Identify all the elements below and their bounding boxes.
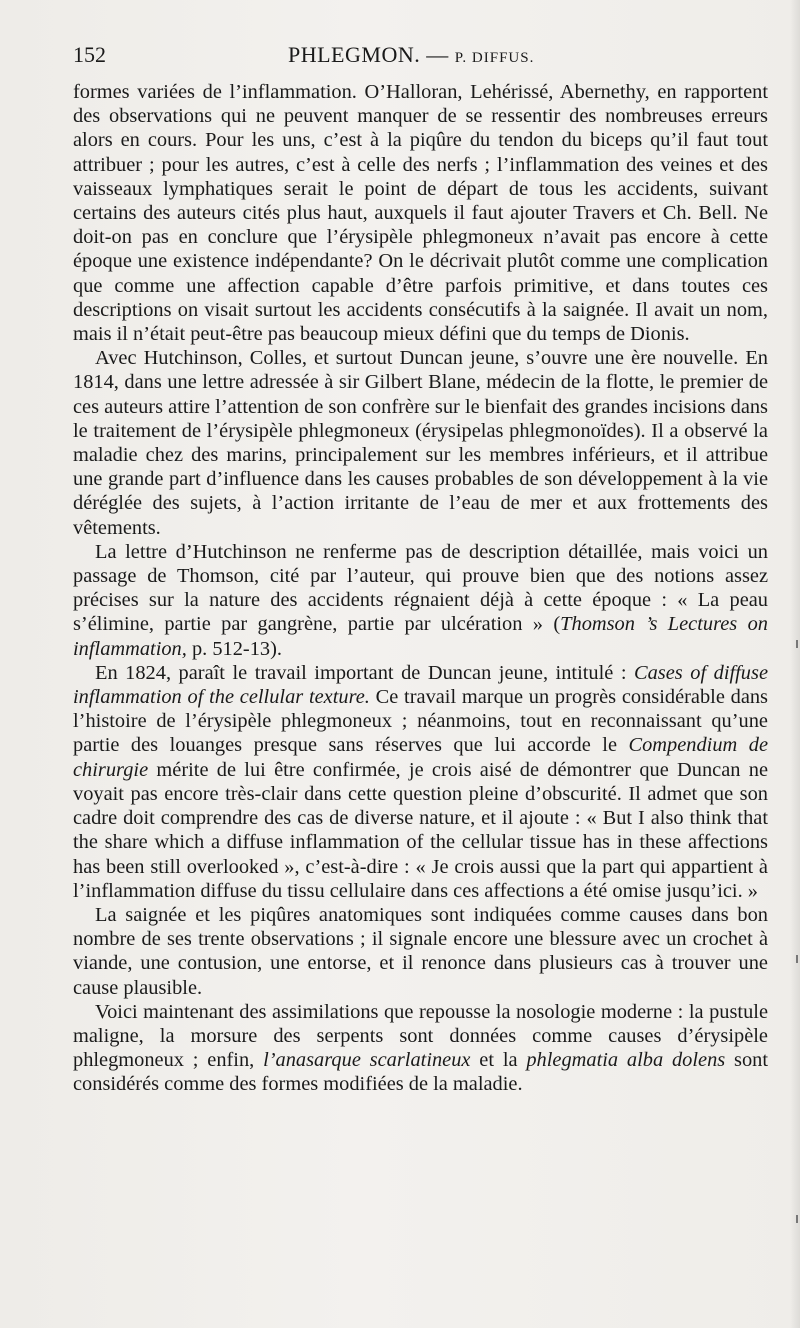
running-title-main: PHLEGMON. — bbox=[288, 42, 449, 67]
margin-mark bbox=[796, 1215, 798, 1223]
italic-title: Cases of diffuse inflammation of the cellular texture. bbox=[73, 661, 768, 709]
page-edge-shadow bbox=[790, 0, 800, 1328]
margin-mark bbox=[796, 955, 798, 963]
margin-mark bbox=[796, 640, 798, 648]
body-text bbox=[73, 80, 768, 1097]
running-title bbox=[288, 42, 534, 68]
paragraph-1 bbox=[73, 80, 768, 346]
italic-term: l’anasarque scarlatineux bbox=[263, 1049, 471, 1072]
paragraph-4 bbox=[73, 661, 768, 903]
italic-citation: Thomson ’s Lectures on inflammation, bbox=[73, 613, 768, 660]
paragraph-text: formes variées de l’inflammation. O’Halloran, Lehérissé, Abernethy, en rapportent des observations qui ne peuvent manquer de se ressentir des nombreuses erreurs alors en cours. Pour les uns, c’est à la piqûre du tendon du biceps qu’il faut tout attribuer ; pour les autres, c’est à celle des nerfs ; l’inflammation des veines et des vaisseaux lymphatiques serait le point de départ de tous les accidents, suivant certains des auteurs cités plus haut, auxquels il faut ajouter Travers et Ch. Bell. Ne doit-on pas en conclure que l’érysipèle phlegmoneux n’avait pas encore à cette époque une existence indépendante? On le décrivait plutôt comme une complication que comme une affection capable d’être parfois primitive, et dans toutes ces descriptions on visait surtout les accidents consécutifs à la saignée. Il avait un nom, mais il n’était peut-être pas beaucoup mieux défini que du temps de Dionis. bbox=[73, 81, 768, 346]
paragraph-text: Ce travail marque un progrès considérable dans l’histoire de l’érysipèle phlegmoneux ; néanmoins, tout en reconnaissant qu’une partie des louanges presque sans réserves que lui accorde le bbox=[73, 686, 768, 757]
italic-title: Compendium de chirurgie bbox=[73, 734, 768, 781]
paragraph-text: En 1824, paraît le travail important de Duncan jeune, intitulé : bbox=[95, 661, 635, 684]
paragraph-text: p. 512-13). bbox=[186, 637, 283, 660]
running-head bbox=[73, 40, 768, 80]
paragraph-text: sont considérés comme des formes modifiées de la maladie. bbox=[73, 1049, 769, 1096]
italic-term: phlegmatia alba dolens bbox=[526, 1049, 726, 1072]
paragraph-text: et la bbox=[470, 1049, 527, 1072]
paragraph-text: Avec Hutchinson, Colles, et surtout Duncan jeune, s’ouvre une ère nouvelle. En 1814, dans une lettre adressée à sir Gilbert Blane, médecin de la flotte, le premier de ces auteurs attire l’attention de son confrère sur le bienfait des grandes incisions dans le traitement de l’érysipèle phlegmoneux (érysipelas phlegmonoïdes). Il a observé la maladie chez des marins, principalement sur les membres inférieurs, et il attribue une grande part d’influence dans les causes probables de son développement à la vie déréglée des sujets, à l’action irritante de l’eau de mer et aux frottements des vêtements. bbox=[73, 347, 768, 539]
paragraph-text: mérite de lui être confirmée, je crois aisé de démontrer que Duncan ne voyait pas encore très-clair dans cette question pleine d’obscurité. Il admet que son cadre doit comprendre des cas de diverse nature, et il ajoute : « But I also think that the share which a diffuse inflammation of the cellular tissue has in these affections has been still overlooked », c’est-à-dire : « Je crois aussi que la part qui appartient à l’inflammation diffuse du tissu cellulaire dans ces affections a été omise jusqu’ici. » bbox=[73, 758, 768, 902]
paragraph-3 bbox=[73, 540, 768, 661]
paragraph-2 bbox=[73, 346, 768, 540]
paragraph-text: La saignée et les piqûres anatomiques sont indiquées comme causes dans bon nombre de ses trente observations ; il signale encore une blessure avec un crochet à viande, une contusion, une entorse, et il renonce dans plusieurs cas à trouver une cause plausible. bbox=[73, 903, 768, 999]
paragraph-text: La lettre d’Hutchinson ne renferme pas de description détaillée, mais voici un passage de Thomson, cité par l’auteur, qui prouve bien que des notions assez précises sur la nature des accidents régnaient déjà à cette époque : « La peau s’élimine, partie par gangrène, partie par ulcération » ( bbox=[73, 540, 768, 636]
paragraph-5 bbox=[73, 903, 768, 1000]
page-number: 152 bbox=[73, 42, 106, 67]
paragraph-6 bbox=[73, 1000, 768, 1097]
paragraph-text: Voici maintenant des assimilations que repousse la nosologie moderne : la pustule maligne, la morsure des serpents sont données comme causes d’érysipèle phlegmoneux ; enfin, bbox=[73, 1000, 768, 1072]
running-title-sub: P. DIFFUS. bbox=[454, 50, 535, 66]
